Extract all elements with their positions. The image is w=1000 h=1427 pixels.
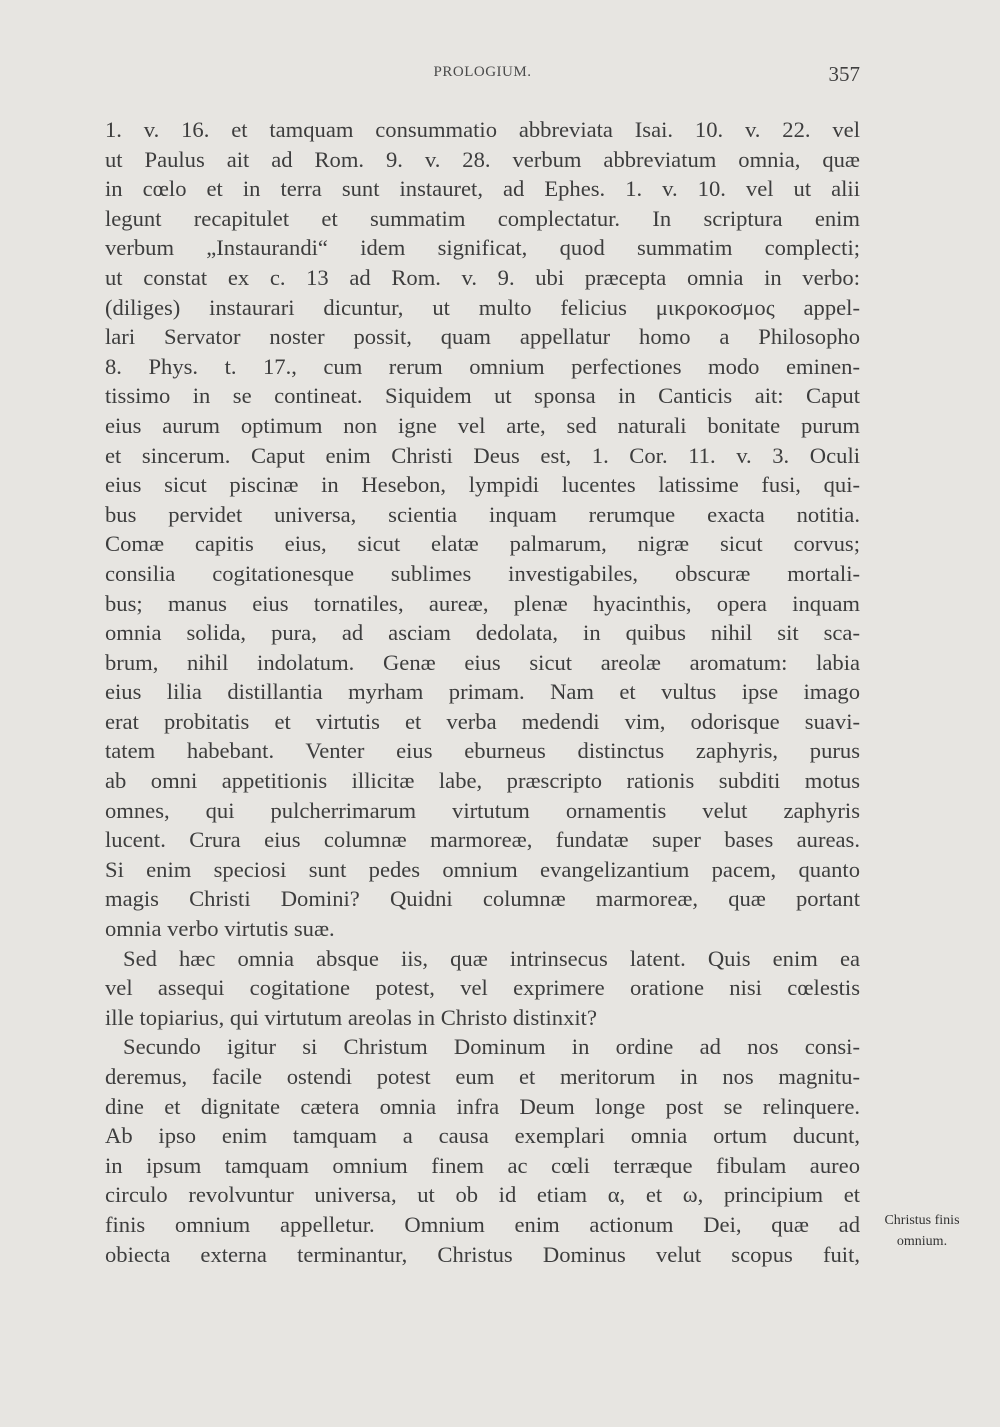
- text-line: et sincerum. Caput enim Christi Deus est, 1. Cor. 11. v. 3. Oculi: [105, 442, 860, 468]
- text-line: tissimo in se contineat. Siquidem ut sponsa in Canticis ait: Caput: [105, 383, 860, 409]
- text-line: vel assequi cogitatione potest, vel exprimere oratione nisi cœlestis: [105, 975, 860, 1001]
- margin-note: [872, 1210, 972, 1252]
- text-line: circulo revolvuntur universa, ut ob id etiam α, et ω, principium et: [105, 1182, 860, 1208]
- text-line: verbum „Instaurandi“ idem significat, quod summatim complecti;: [105, 235, 860, 261]
- text-line: erat probitatis et virtutis et verba medendi vim, odorisque suavi-: [105, 708, 860, 734]
- text-line: eius aurum optimum non igne vel arte, sed naturali bonitate purum: [105, 412, 860, 438]
- text-line: tatem habebant. Venter eius eburneus distinctus zaphyris, purus: [105, 738, 860, 764]
- text-line: (diliges) instaurari dicuntur, ut multo felicius μικροκοσμος appel-: [105, 294, 860, 320]
- text-line: finis omnium appelletur. Omnium enim actionum Dei, quæ ad: [105, 1211, 860, 1237]
- text-line: eius lilia distillantia myrham primam. Nam et vultus ipse imago: [105, 679, 860, 705]
- text-line: omnia solida, pura, ad asciam dedolata, in quibus nihil sit sca-: [105, 620, 860, 646]
- text-line: ille topiarius, qui virtutum areolas in Christo distinxit?: [105, 1004, 597, 1030]
- margin-note-line: Christus finis: [884, 1213, 960, 1228]
- text-line: consilia cogitationesque sublimes investigabiles, obscuræ mortali-: [105, 560, 860, 586]
- text-line: Secundo igitur si Christum Dominum in ordine ad nos consi-: [123, 1034, 860, 1060]
- running-head-title: PROLOGIUM.: [433, 64, 532, 80]
- text-line: obiecta externa terminantur, Christus Dominus velut scopus fuit,: [105, 1241, 860, 1267]
- text-line: Ab ipso enim tamquam a causa exemplari omnia ortum ducunt,: [105, 1123, 860, 1149]
- text-line: ut constat ex c. 13 ad Rom. v. 9. ubi præcepta omnia in verbo:: [105, 264, 860, 290]
- text-line: dine et dignitate cætera omnia infra Deum longe post se relinquere.: [105, 1093, 860, 1119]
- text-line: lari Servator noster possit, quam appellatur homo a Philosopho: [105, 324, 860, 350]
- text-line: in cœlo et in terra sunt instauret, ad Ephes. 1. v. 10. vel ut alii: [105, 176, 860, 202]
- text-line: omnia verbo virtutis suæ.: [105, 916, 335, 942]
- text-line: eius sicut piscinæ in Hesebon, lympidi lucentes latissime fusi, qui-: [105, 472, 860, 498]
- text-line: 1. v. 16. et tamquam consummatio abbreviata Isai. 10. v. 22. vel: [105, 117, 860, 142]
- text-line: legunt recapitulet et summatim complectatur. In scriptura enim: [105, 205, 860, 231]
- text-line: omnes, qui pulcherrimarum virtutum ornamentis velut zaphyris: [105, 797, 860, 823]
- margin-note-line: omnium.: [896, 1234, 948, 1249]
- running-head: [105, 64, 860, 88]
- text-line: Comæ capitis eius, sicut elatæ palmarum, nigræ sicut corvus;: [105, 531, 860, 557]
- text-line: lucent. Crura eius columnæ marmoreæ, fundatæ super bases aureas.: [105, 827, 860, 853]
- text-line: Sed hæc omnia absque iis, quæ intrinsecus latent. Quis enim ea: [123, 945, 860, 971]
- text-line: magis Christi Domini? Quidni columnæ marmoreæ, quæ portant: [105, 886, 860, 912]
- text-line: brum, nihil indolatum. Genæ eius sicut areolæ aromatum: labia: [105, 649, 860, 675]
- text-line: 8. Phys. t. 17., cum rerum omnium perfectiones modo eminen-: [105, 353, 860, 379]
- text-line: ut Paulus ait ad Rom. 9. v. 28. verbum abbreviatum omnia, quæ: [105, 146, 860, 172]
- text-line: Si enim speciosi sunt pedes omnium evangelizantium pacem, quanto: [105, 856, 860, 882]
- page-number: 357: [828, 62, 860, 86]
- text-line: bus; manus eius tornatiles, aureæ, plenæ hyacinthis, opera inquam: [105, 590, 860, 616]
- text-line: deremus, facile ostendi potest eum et meritorum in nos magnitu-: [105, 1064, 860, 1089]
- body-text: [105, 115, 860, 1269]
- text-line: bus pervidet universa, scientia inquam rerumque exacta notitia.: [105, 501, 860, 527]
- text-line: in ipsum tamquam omnium finem ac cœli terræque fibulam aureo: [105, 1152, 860, 1178]
- text-line: ab omni appetitionis illicitæ labe, præscripto rationis subditi motus: [105, 768, 860, 794]
